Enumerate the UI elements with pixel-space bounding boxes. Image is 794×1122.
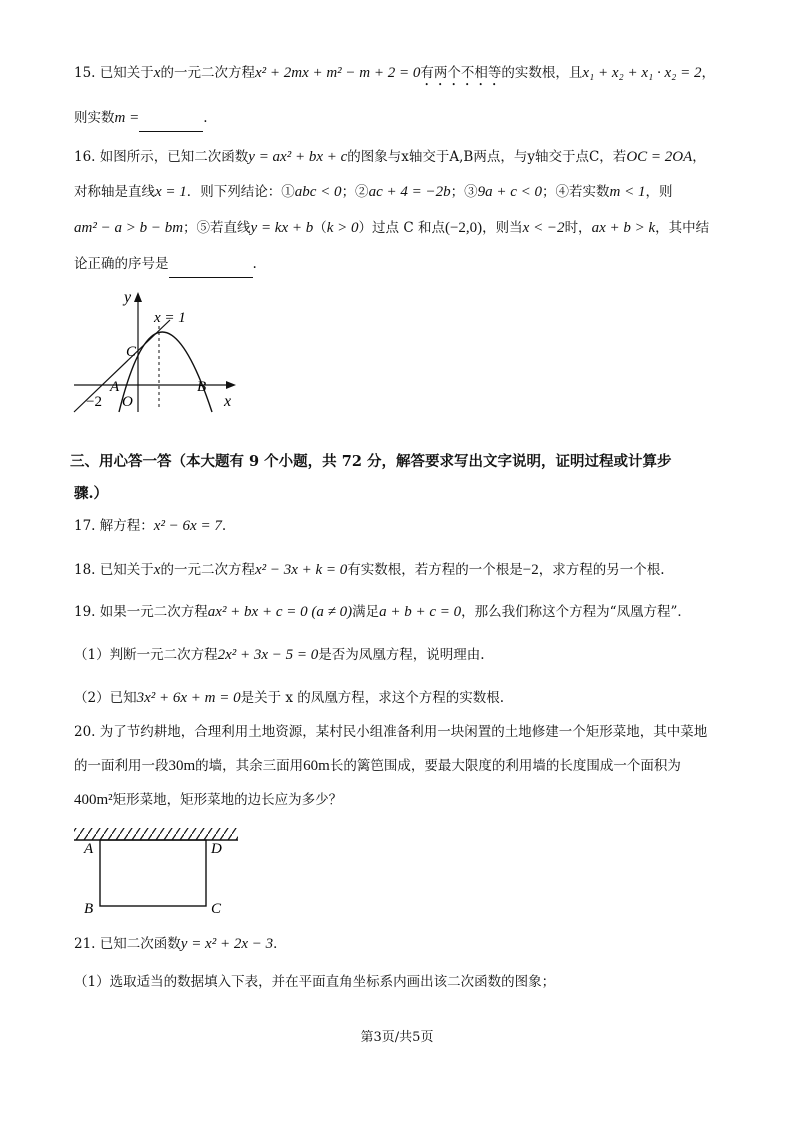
fig20-label-C: C (211, 901, 222, 917)
section3-heading-line2: 骤.） (74, 485, 109, 502)
fig16-axis-label: x = 1 (154, 310, 186, 326)
section3-heading-line1: 三、用心答一答（本大题有 9 个小题，共 72 分，解答要求写出文字说明，证明过程或计算步 (70, 453, 672, 470)
q19-part1: （1）判断一元二次方程2x² + 3x − 5 = 0是否为凤凰方程，说明理由. (74, 647, 485, 663)
fig16-x-label: x (224, 393, 232, 410)
q20-line3: 400m²矩形菜地，矩形菜地的边长应为多少？ (74, 792, 343, 808)
q20-number: 20. (74, 724, 96, 740)
q16-number: 16. (74, 149, 96, 165)
q18: 18. 已知关于x的一元二次方程x² − 3x + k = 0有实数根，若方程的一个根是−2，求方程的另一个根. (74, 562, 665, 578)
q19-equation: ax² + bx + c = 0 (a ≠ 0) (207, 604, 353, 620)
q21-equation: y = x² + 2x − 3 (180, 936, 274, 952)
fig20-label-A: A (84, 841, 94, 857)
q15-number: 15. (74, 65, 96, 81)
fig20-rectangle (100, 840, 206, 906)
q20-line1: 20. 为了节约耕地，合理利用土地资源，某村民小组准备利用一块闲置的土地修建一个矩形菜地，其中菜地 (74, 724, 708, 740)
q16-line1: 16. 如图所示，已知二次函数y = ax² + bx + c的图象与x轴交于A,B两点，与y轴交于点C，若OC = 2OA， (74, 149, 706, 165)
q15-condition: x₁ + x₂ + x₁ · x₂ = 2 (582, 65, 702, 81)
q21: 21. 已知二次函数y = x² + 2x − 3． (74, 936, 287, 952)
fig16-y-arrow (134, 292, 142, 302)
q21-part1: （1）选取适当的数据填入下表，并在平面直角坐标系内画出该二次函数的图象； (74, 974, 556, 990)
fig16-label-neg2: −2 (86, 394, 102, 410)
q19-number: 19. (74, 604, 96, 620)
q17-number: 17. (74, 518, 96, 534)
q18-number: 18. (74, 562, 96, 578)
fig16-label-O: O (122, 394, 133, 410)
fig16-label-C: C (126, 344, 137, 360)
page-footer: 第3页/共5页 (360, 1030, 434, 1045)
q18-equation: x² − 3x + k = 0 (254, 562, 348, 578)
q19-part2: （2）已知3x² + 6x + m = 0是关于 x 的凤凰方程，求这个方程的实数根. (74, 690, 505, 706)
q16-answer-blank (169, 257, 253, 278)
fig16-label-A: A (110, 379, 120, 395)
fig16-y-label: y (124, 289, 132, 306)
q15-line1: 15. 已知关于x的一元二次方程x² + 2mx + m² − m + 2 = 0有两个不相等的实数根，且x₁ + x₂ + x₁ · x₂ = 2， (74, 65, 715, 81)
fig16-x-arrow (226, 381, 236, 389)
fig20-label-B: B (84, 901, 94, 917)
q20-figure (72, 822, 244, 918)
q19: 19. 如果一元二次方程ax² + bx + c = 0 (a ≠ 0)满足a + b + c = 0，那么我们称这个方程为“凤凰方程”． (74, 604, 691, 620)
q16-line3: am² − a > b − bm；⑤若直线y = kx + b（k > 0）过点 C 和点(−2,0)，则当x < −2时，ax + b > k，其中结 (74, 220, 710, 236)
q15-equation: x² + 2mx + m² − m + 2 = 0 (254, 65, 421, 81)
fig16-label-B: B (197, 379, 207, 395)
q21-number: 21. (74, 936, 96, 952)
q16-line2: 对称轴是直线x = 1．则下列结论：①abc < 0；②ac + 4 = −2b；③9a + c < 0；④若实数m < 1，则 (74, 184, 673, 200)
q15-emphasis: 有两个不相等 (420, 65, 502, 81)
q16-line4: 论正确的序号是 . (74, 254, 257, 278)
fig20-label-D: D (211, 841, 222, 857)
fig20-wall-hatch (74, 828, 238, 840)
q16-figure (66, 284, 246, 414)
q17-equation: x² − 6x = 7 (153, 518, 222, 534)
q15-answer-blank (139, 111, 203, 132)
q20-line2: 的一面利用一段30m的墙，其余三面用60m长的篱笆围成，要最大限度的利用墙的长度围成一个面积为 (74, 758, 681, 774)
q15-line2: 则实数m = . (74, 108, 208, 132)
q17: 17. 解方程：x² − 6x = 7. (74, 518, 227, 534)
